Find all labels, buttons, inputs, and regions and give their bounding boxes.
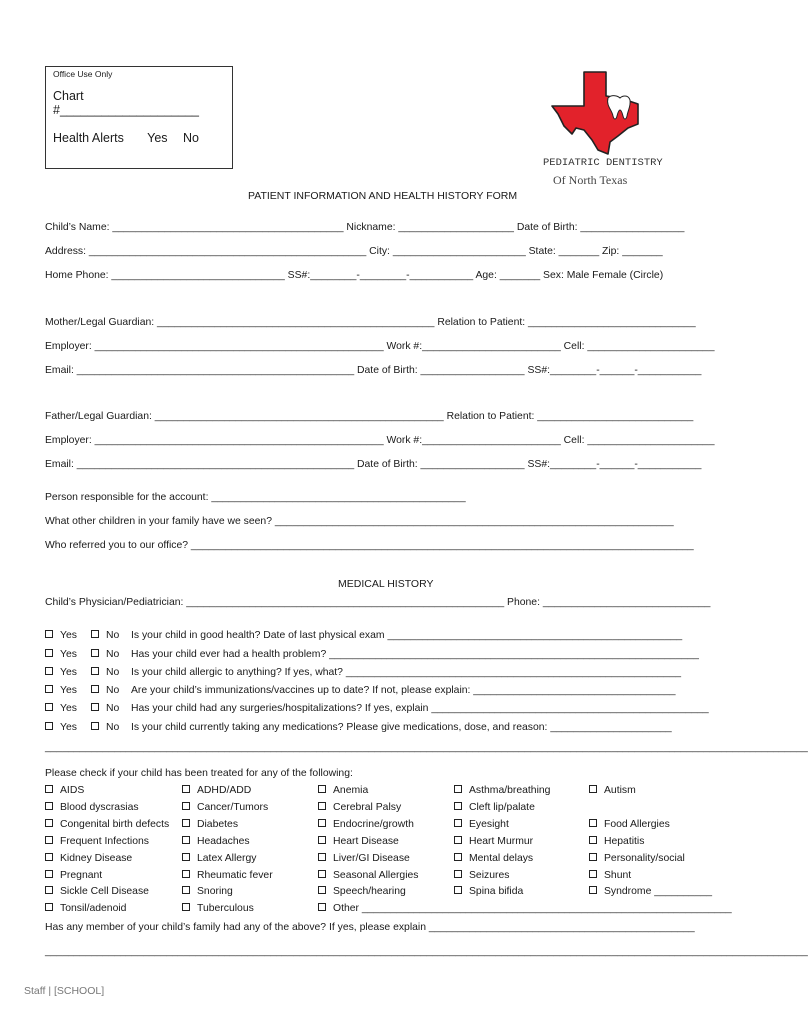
condition-item[interactable] <box>318 853 410 864</box>
health-question-row <box>45 649 699 660</box>
condition-item[interactable] <box>589 870 631 881</box>
condition-checkbox[interactable] <box>454 886 462 894</box>
texas-tooth-logo <box>548 66 644 156</box>
condition-checkbox[interactable] <box>45 836 53 844</box>
condition-checkbox[interactable] <box>454 785 462 793</box>
yes-checkbox[interactable] <box>45 649 53 657</box>
condition-item[interactable] <box>45 853 132 864</box>
condition-label: Headaches <box>197 836 250 847</box>
yes-checkbox[interactable] <box>45 630 53 638</box>
no-label: No <box>106 703 120 714</box>
no-checkbox[interactable] <box>91 630 99 638</box>
condition-label: Eyesight <box>469 819 509 830</box>
condition-checkbox[interactable] <box>318 802 326 810</box>
condition-checkbox[interactable] <box>182 903 190 911</box>
other-children-row[interactable]: What other children in your family have we seen? _____________________________________________________________________ <box>45 516 674 527</box>
condition-checkbox[interactable] <box>589 886 597 894</box>
condition-label: Diabetes <box>197 819 239 830</box>
no-checkbox[interactable] <box>91 703 99 711</box>
yes-checkbox[interactable] <box>45 685 53 693</box>
condition-checkbox[interactable] <box>318 819 326 827</box>
form-title: PATIENT INFORMATION AND HEALTH HISTORY FORM <box>248 190 518 202</box>
condition-checkbox[interactable] <box>589 836 597 844</box>
condition-item[interactable] <box>318 870 419 881</box>
condition-label: Anemia <box>333 785 369 796</box>
health-alerts-row <box>53 131 211 145</box>
condition-item[interactable] <box>182 785 251 796</box>
no-label: No <box>106 630 120 641</box>
condition-label: Seizures <box>469 870 510 881</box>
yes-label: Yes <box>60 722 77 733</box>
condition-item[interactable] <box>182 870 273 881</box>
condition-item[interactable] <box>454 785 550 796</box>
condition-label: Syndrome __________ <box>604 886 713 897</box>
condition-checkbox[interactable] <box>45 870 53 878</box>
health-question-row <box>45 630 682 641</box>
condition-item[interactable] <box>182 853 257 864</box>
condition-checkbox[interactable] <box>589 785 597 793</box>
condition-item[interactable] <box>589 785 636 796</box>
condition-item[interactable] <box>182 819 238 830</box>
condition-label: Autism <box>604 785 636 796</box>
condition-label: Mental delays <box>469 853 534 864</box>
condition-item[interactable] <box>318 819 414 830</box>
condition-checkbox[interactable] <box>182 886 190 894</box>
condition-item[interactable] <box>45 785 84 796</box>
condition-label: Other ________________________________________________________________ <box>333 903 732 914</box>
yes-label: Yes <box>60 685 77 696</box>
condition-checkbox[interactable] <box>318 903 326 911</box>
yes-label: Yes <box>60 703 77 714</box>
no-label: No <box>106 667 120 678</box>
condition-label: ADHD/ADD <box>197 785 252 796</box>
no-checkbox[interactable] <box>91 722 99 730</box>
yes-label: Yes <box>60 667 77 678</box>
condition-item[interactable] <box>45 903 126 914</box>
condition-item[interactable] <box>454 836 533 847</box>
condition-checkbox[interactable] <box>318 870 326 878</box>
physician-row[interactable]: Child’s Physician/Pediatrician: _______________________________________________________ Phone: _____________________________ <box>45 597 711 608</box>
health-question-row <box>45 722 672 733</box>
referral-row[interactable]: Who referred you to our office? _______________________________________________________________________________________ <box>45 540 694 551</box>
family-history-line[interactable]: ____________________________________________________________________________________________________________________________________ <box>45 946 808 957</box>
page-footer: Staff | [SCHOOL] <box>24 985 105 997</box>
condition-checkbox[interactable] <box>45 903 53 911</box>
medical-history-title: MEDICAL HISTORY <box>338 578 434 590</box>
condition-item[interactable] <box>589 853 685 864</box>
condition-label: Snoring <box>197 886 233 897</box>
mother-employer-row[interactable]: Employer: __________________________________________________ Work #:________________________ Cell: ______________________ <box>45 341 715 352</box>
clinic-subtitle: Of North Texas <box>553 173 628 187</box>
office-use-title: Office Use Only <box>53 69 113 79</box>
father-employer-row[interactable]: Employer: __________________________________________________ Work #:________________________ Cell: ______________________ <box>45 435 715 446</box>
condition-label: Food Allergies <box>604 819 670 830</box>
medications-continuation-line[interactable]: ____________________________________________________________________________________________________________________________________ <box>45 742 808 753</box>
condition-label: Tuberculous <box>197 903 254 914</box>
condition-checkbox[interactable] <box>589 819 597 827</box>
no-label: No <box>106 649 120 660</box>
condition-item[interactable] <box>182 886 233 897</box>
condition-checkbox[interactable] <box>182 802 190 810</box>
condition-label: Congenital birth defects <box>60 819 170 830</box>
child-phone-row[interactable]: Home Phone: ______________________________ SS#:________-________-___________ Age: _______ Sex: Male Female (Circle) <box>45 270 664 281</box>
condition-checkbox[interactable] <box>318 886 326 894</box>
health-question-row <box>45 685 676 696</box>
question-text[interactable]: Are your child’s immunizations/vaccines up to date? If not, please explain: ___________________________________ <box>131 685 676 696</box>
condition-checkbox[interactable] <box>182 819 190 827</box>
yes-label: Yes <box>60 630 77 641</box>
question-text[interactable]: Is your child in good health? Date of last physical exam ___________________________________________________ <box>131 630 683 641</box>
mother-email-row[interactable]: Email: ________________________________________________ Date of Birth: __________________ SS#:________-______-___________ <box>45 365 702 376</box>
question-text[interactable]: Has your child ever had a health problem? ________________________________________________________________ <box>131 649 699 660</box>
condition-item[interactable] <box>454 819 509 830</box>
condition-label: Cleft lip/palate <box>469 802 535 813</box>
yes-checkbox[interactable] <box>45 667 53 675</box>
no-checkbox[interactable] <box>91 667 99 675</box>
condition-item[interactable] <box>45 819 169 830</box>
condition-item[interactable] <box>182 836 250 847</box>
condition-checkbox[interactable] <box>182 853 190 861</box>
condition-label: Seasonal Allergies <box>333 870 419 881</box>
condition-label: Sickle Cell Disease <box>60 886 149 897</box>
condition-item[interactable] <box>589 886 712 897</box>
condition-label: Pregnant <box>60 870 103 881</box>
condition-item[interactable] <box>318 785 368 796</box>
child-address-row[interactable]: Address: ________________________________________________ City: _______________________ State: _______ Zip: _______ <box>45 246 663 257</box>
health-question-row <box>45 703 709 714</box>
condition-label: Tonsil/adenoid <box>60 903 127 914</box>
question-text[interactable]: Is your child currently taking any medications? Please give medications, dose, and reason: _____________________ <box>131 722 672 733</box>
condition-label: Cancer/Tumors <box>197 802 269 813</box>
condition-checkbox[interactable] <box>45 785 53 793</box>
yes-checkbox[interactable] <box>45 703 53 711</box>
condition-label: Heart Murmur <box>469 836 534 847</box>
responsible-person-row[interactable]: Person responsible for the account: ____________________________________________ <box>45 492 466 503</box>
condition-item[interactable] <box>182 903 254 914</box>
condition-checkbox[interactable] <box>318 836 326 844</box>
condition-item[interactable] <box>589 819 670 830</box>
condition-item[interactable] <box>454 886 523 897</box>
family-history-row[interactable]: Has any member of your child’s family had any of the above? If yes, please explain ______________________________________________ <box>45 922 695 933</box>
condition-checkbox[interactable] <box>454 853 462 861</box>
condition-item[interactable] <box>45 886 149 897</box>
clinic-name: PEDIATRIC DENTISTRY <box>543 157 663 169</box>
condition-item[interactable] <box>318 903 732 914</box>
condition-checkbox[interactable] <box>454 870 462 878</box>
no-label: No <box>106 722 120 733</box>
health-alerts-no[interactable]: No <box>183 131 199 145</box>
condition-item[interactable] <box>318 802 401 813</box>
condition-label: Kidney Disease <box>60 853 133 864</box>
child-name-row[interactable]: Child’s Name: ________________________________________ Nickname: ____________________ Date of Birth: __________________ <box>45 222 685 233</box>
mother-guardian-row[interactable]: Mother/Legal Guardian: ________________________________________________ Relation to Patient: _____________________________ <box>45 317 696 328</box>
yes-label: Yes <box>60 649 77 660</box>
condition-label: Speech/hearing <box>333 886 406 897</box>
condition-checkbox[interactable] <box>182 870 190 878</box>
condition-item[interactable] <box>45 802 139 813</box>
condition-checkbox[interactable] <box>45 819 53 827</box>
conditions-intro: Please check if your child has been treated for any of the following: <box>45 768 353 779</box>
condition-label: Frequent Infections <box>60 836 149 847</box>
condition-checkbox[interactable] <box>182 785 190 793</box>
condition-checkbox[interactable] <box>454 836 462 844</box>
father-guardian-row[interactable]: Father/Legal Guardian: __________________________________________________ Relation to Patient: ___________________________ <box>45 411 694 422</box>
condition-checkbox[interactable] <box>45 886 53 894</box>
condition-checkbox[interactable] <box>454 819 462 827</box>
condition-label: Spina bifida <box>469 886 524 897</box>
condition-label: AIDS <box>60 785 85 796</box>
condition-label: Asthma/breathing <box>469 785 551 796</box>
condition-checkbox[interactable] <box>45 853 53 861</box>
no-label: No <box>106 685 120 696</box>
condition-item[interactable] <box>318 836 399 847</box>
condition-item[interactable] <box>454 802 535 813</box>
no-checkbox[interactable] <box>91 649 99 657</box>
condition-checkbox[interactable] <box>589 870 597 878</box>
condition-item[interactable] <box>45 870 102 881</box>
condition-label: Blood dyscrasias <box>60 802 139 813</box>
condition-checkbox[interactable] <box>45 802 53 810</box>
health-alerts-label: Health Alerts <box>53 131 124 145</box>
condition-item[interactable] <box>182 802 268 813</box>
condition-checkbox[interactable] <box>454 802 462 810</box>
condition-checkbox[interactable] <box>318 785 326 793</box>
condition-checkbox[interactable] <box>318 853 326 861</box>
condition-checkbox[interactable] <box>589 853 597 861</box>
health-alerts-yes[interactable]: Yes <box>147 131 168 145</box>
health-question-row <box>45 667 681 678</box>
father-email-row[interactable]: Email: ________________________________________________ Date of Birth: __________________ SS#:________-______-___________ <box>45 459 702 470</box>
office-use-box <box>45 66 233 169</box>
condition-item[interactable] <box>454 870 509 881</box>
condition-item[interactable] <box>454 853 533 864</box>
condition-label: Endocrine/growth <box>333 819 414 830</box>
condition-item[interactable] <box>318 886 406 897</box>
condition-item[interactable] <box>45 836 149 847</box>
condition-label: Liver/GI Disease <box>333 853 410 864</box>
condition-label: Hepatitis <box>604 836 645 847</box>
question-text[interactable]: Is your child allergic to anything? If yes, what? __________________________________________________________ <box>131 667 682 678</box>
condition-label: Personality/social <box>604 853 685 864</box>
question-text[interactable]: Has your child had any surgeries/hospitalizations? If yes, explain ________________________________________________ <box>131 703 709 714</box>
condition-label: Latex Allergy <box>197 853 257 864</box>
condition-item[interactable] <box>589 836 644 847</box>
no-checkbox[interactable] <box>91 685 99 693</box>
condition-label: Heart Disease <box>333 836 399 847</box>
condition-label: Shunt <box>604 870 632 881</box>
chart-number-field[interactable]: Chart #____________________ <box>53 89 199 117</box>
yes-checkbox[interactable] <box>45 722 53 730</box>
condition-label: Rheumatic fever <box>197 870 273 881</box>
condition-label: Cerebral Palsy <box>333 802 402 813</box>
condition-checkbox[interactable] <box>182 836 190 844</box>
